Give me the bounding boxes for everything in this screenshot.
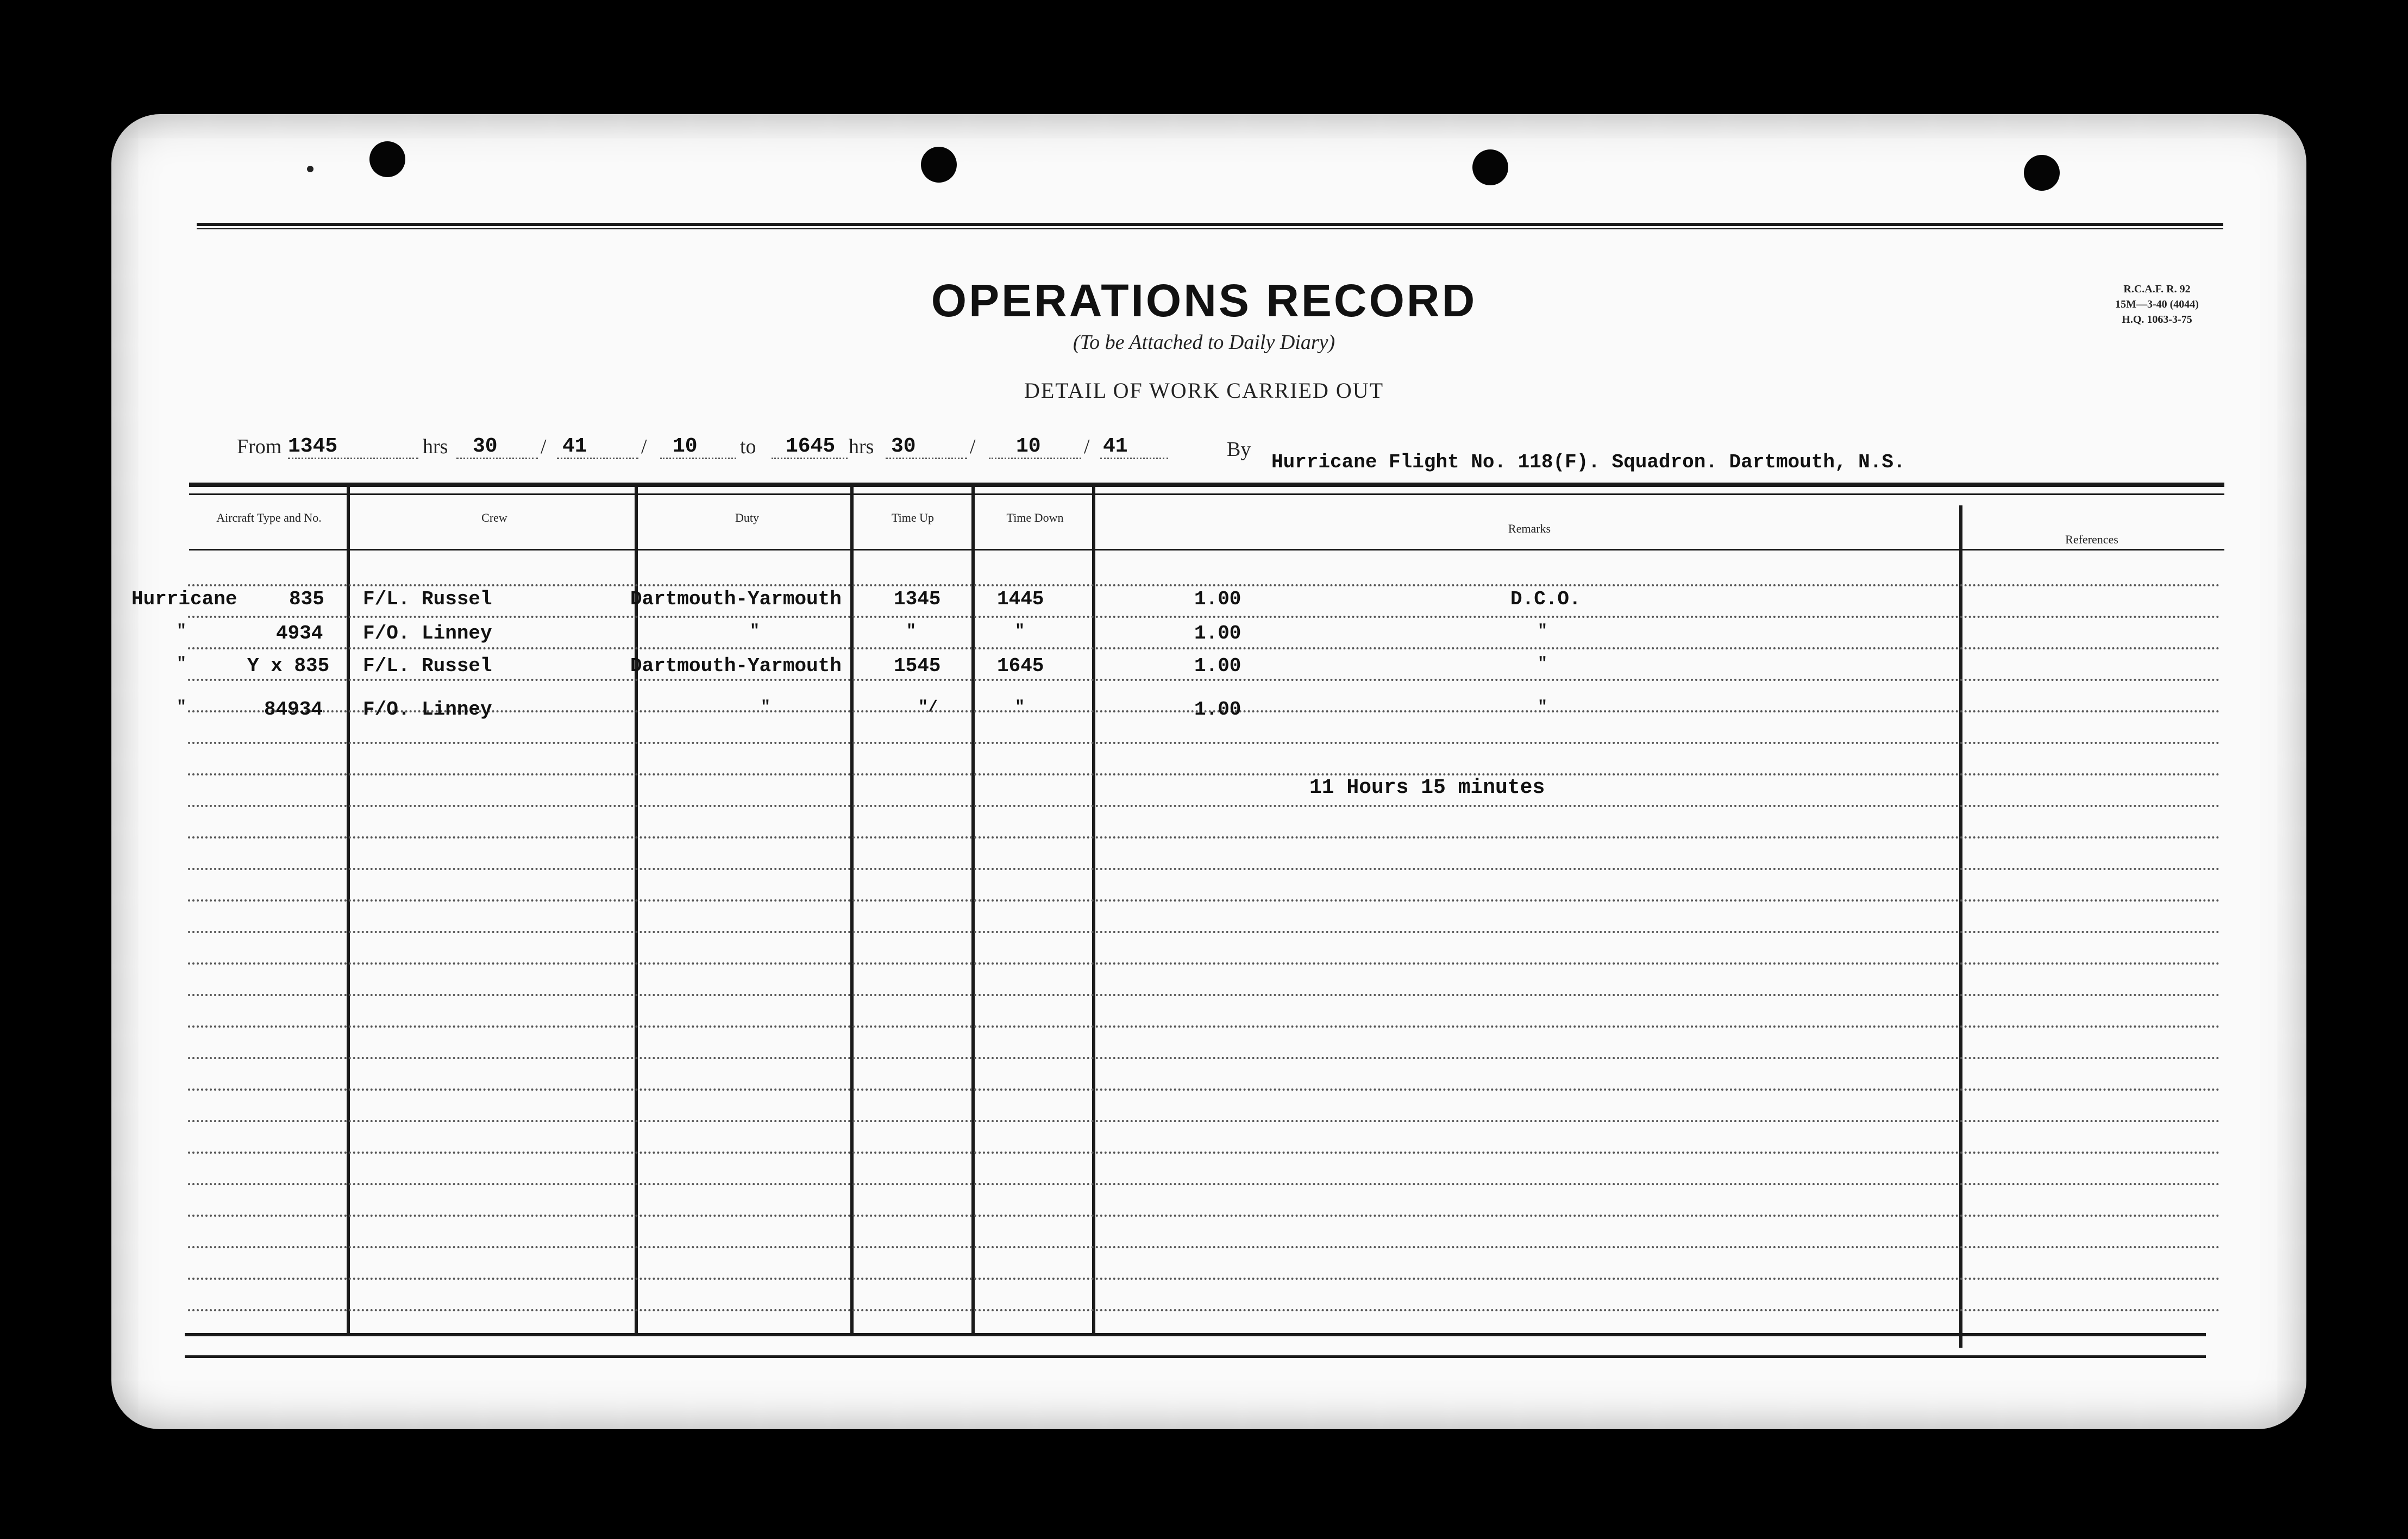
- form-code-line: H.Q. 1063-3-75: [2122, 314, 2192, 326]
- to-year: 41: [1103, 435, 1128, 458]
- remarks-cell: ": [1538, 655, 1548, 673]
- from-year: 41: [562, 435, 587, 458]
- ruled-line: [188, 1025, 2221, 1028]
- by-value: Hurricane Flight No. 118(F). Squadron. Dartmouth, N.S.: [1271, 451, 1905, 473]
- table-header-rule-thin: [189, 493, 2224, 495]
- punch-hole: [1472, 149, 1508, 185]
- aircraft-type: Hurricane: [131, 588, 237, 610]
- column-header-time-up: Time Up: [891, 511, 935, 524]
- column-header-references: References: [2065, 533, 2118, 546]
- total-hours: 11 Hours 15 minutes: [1309, 776, 1545, 799]
- from-day: 30: [473, 435, 498, 458]
- time-up-cell: ": [906, 622, 917, 641]
- page-title: OPERATIONS RECORD: [931, 275, 1477, 326]
- by-label: By: [1227, 438, 1251, 461]
- duty-cell: Dartmouth-Yarmouth: [630, 588, 842, 610]
- ruled-line: [188, 1152, 2221, 1154]
- time-up-cell: 1545: [894, 655, 941, 677]
- bottom-rule: [185, 1355, 2206, 1358]
- time-down-cell: ": [1015, 698, 1025, 717]
- form-code-line: R.C.A.F. R. 92: [2123, 283, 2191, 295]
- column-header-remarks: Remarks: [1508, 522, 1551, 535]
- column-divider: [971, 487, 975, 1335]
- to-day: 30: [891, 435, 916, 458]
- form-code: [2081, 281, 2233, 327]
- ruled-line: [188, 647, 2221, 649]
- ruled-line: [188, 931, 2221, 933]
- blank-line: [456, 458, 538, 459]
- column-divider: [1959, 505, 1962, 1348]
- aircraft-type: ": [177, 698, 187, 717]
- duty-cell: ": [750, 622, 760, 641]
- ruled-line: [188, 1088, 2221, 1091]
- crew-cell: F/L. Russel: [363, 588, 492, 610]
- date-slash: /: [541, 435, 547, 458]
- date-slash: /: [1084, 435, 1090, 458]
- hrs-label: hrs: [423, 435, 448, 458]
- duty-cell: ": [761, 698, 771, 717]
- aircraft-type: ": [177, 622, 187, 641]
- ruled-line: [188, 584, 2221, 586]
- punch-hole: [2024, 155, 2060, 191]
- ruled-line: [188, 1215, 2221, 1217]
- ruled-line: [188, 962, 2221, 965]
- aircraft-number: 84934: [264, 698, 323, 721]
- speck: [307, 166, 313, 172]
- to-label: to: [740, 435, 756, 458]
- form-code-line: 15M—3-40 (4044): [2115, 298, 2199, 310]
- from-month: 10: [673, 435, 698, 458]
- bottom-rule: [185, 1333, 2206, 1336]
- hours-cell: 1.00: [1194, 622, 1241, 645]
- aircraft-number: 4934: [276, 622, 323, 645]
- table-header-rule: [189, 483, 2224, 487]
- blank-line: [989, 458, 1081, 459]
- column-header-underline: [189, 549, 2224, 550]
- date-slash: /: [970, 435, 976, 458]
- duty-cell: Dartmouth-Yarmouth: [630, 655, 842, 677]
- ruled-line: [188, 994, 2221, 996]
- from-label: From: [237, 435, 282, 458]
- column-header-aircraft: Aircraft Type and No.: [216, 511, 322, 524]
- to-month: 10: [1016, 435, 1041, 458]
- time-up-cell: "/: [918, 698, 938, 717]
- column-header-crew: Crew: [481, 511, 507, 524]
- time-down-cell: 1445: [997, 588, 1044, 610]
- ruled-line: [188, 1183, 2221, 1185]
- remarks-cell: ": [1538, 698, 1548, 717]
- blank-line: [288, 458, 418, 459]
- aircraft-type: ": [177, 655, 187, 673]
- to-time: 1645: [786, 435, 836, 458]
- hrs-label: hrs: [849, 435, 874, 458]
- top-rule: [197, 223, 2223, 226]
- ruled-line: [188, 742, 2221, 744]
- blank-line: [886, 458, 967, 459]
- date-slash: /: [641, 435, 647, 458]
- ruled-line: [188, 1120, 2221, 1122]
- from-time: 1345: [288, 435, 338, 458]
- ruled-line: [188, 1278, 2221, 1280]
- blank-line: [772, 458, 848, 459]
- ruled-line: [188, 679, 2221, 681]
- time-down-cell: 1645: [997, 655, 1044, 677]
- time-up-cell: 1345: [894, 588, 941, 610]
- blank-line: [660, 458, 736, 459]
- column-divider: [850, 487, 854, 1335]
- hours-cell: 1.00: [1194, 588, 1241, 610]
- page-subtitle: (To be Attached to Daily Diary): [1073, 331, 1335, 354]
- ruled-line: [188, 1309, 2221, 1311]
- ruled-line: [188, 868, 2221, 870]
- column-header-duty: Duty: [735, 511, 759, 524]
- ruled-line: [188, 805, 2221, 807]
- column-header-time-down: Time Down: [1006, 511, 1064, 524]
- ruled-line: [188, 836, 2221, 839]
- ruled-line: [188, 773, 2221, 775]
- aircraft-number: 835: [289, 588, 324, 610]
- column-divider: [635, 487, 638, 1335]
- crew-cell: F/O. Linney: [363, 622, 492, 645]
- ruled-line: [188, 1057, 2221, 1059]
- column-divider: [1092, 487, 1095, 1335]
- punch-hole: [369, 141, 405, 177]
- aircraft-number: Y x 835: [247, 655, 330, 677]
- remarks-cell: D.C.O.: [1510, 588, 1581, 610]
- crew-cell: F/O. Linney: [363, 698, 492, 721]
- ruled-line: [188, 899, 2221, 902]
- crew-cell: F/L. Russel: [363, 655, 492, 677]
- ruled-line: [188, 1246, 2221, 1248]
- hours-cell: 1.00: [1194, 655, 1241, 677]
- remarks-cell: ": [1538, 622, 1548, 641]
- punch-hole: [921, 147, 957, 183]
- ruled-line: [188, 616, 2221, 618]
- detail-heading: DETAIL OF WORK CARRIED OUT: [1024, 378, 1384, 403]
- hours-cell: 1.00: [1194, 698, 1241, 721]
- time-down-cell: ": [1015, 622, 1025, 641]
- blank-line: [1100, 458, 1168, 459]
- blank-line: [557, 458, 638, 459]
- top-rule-thin: [197, 228, 2223, 229]
- column-divider: [347, 487, 350, 1335]
